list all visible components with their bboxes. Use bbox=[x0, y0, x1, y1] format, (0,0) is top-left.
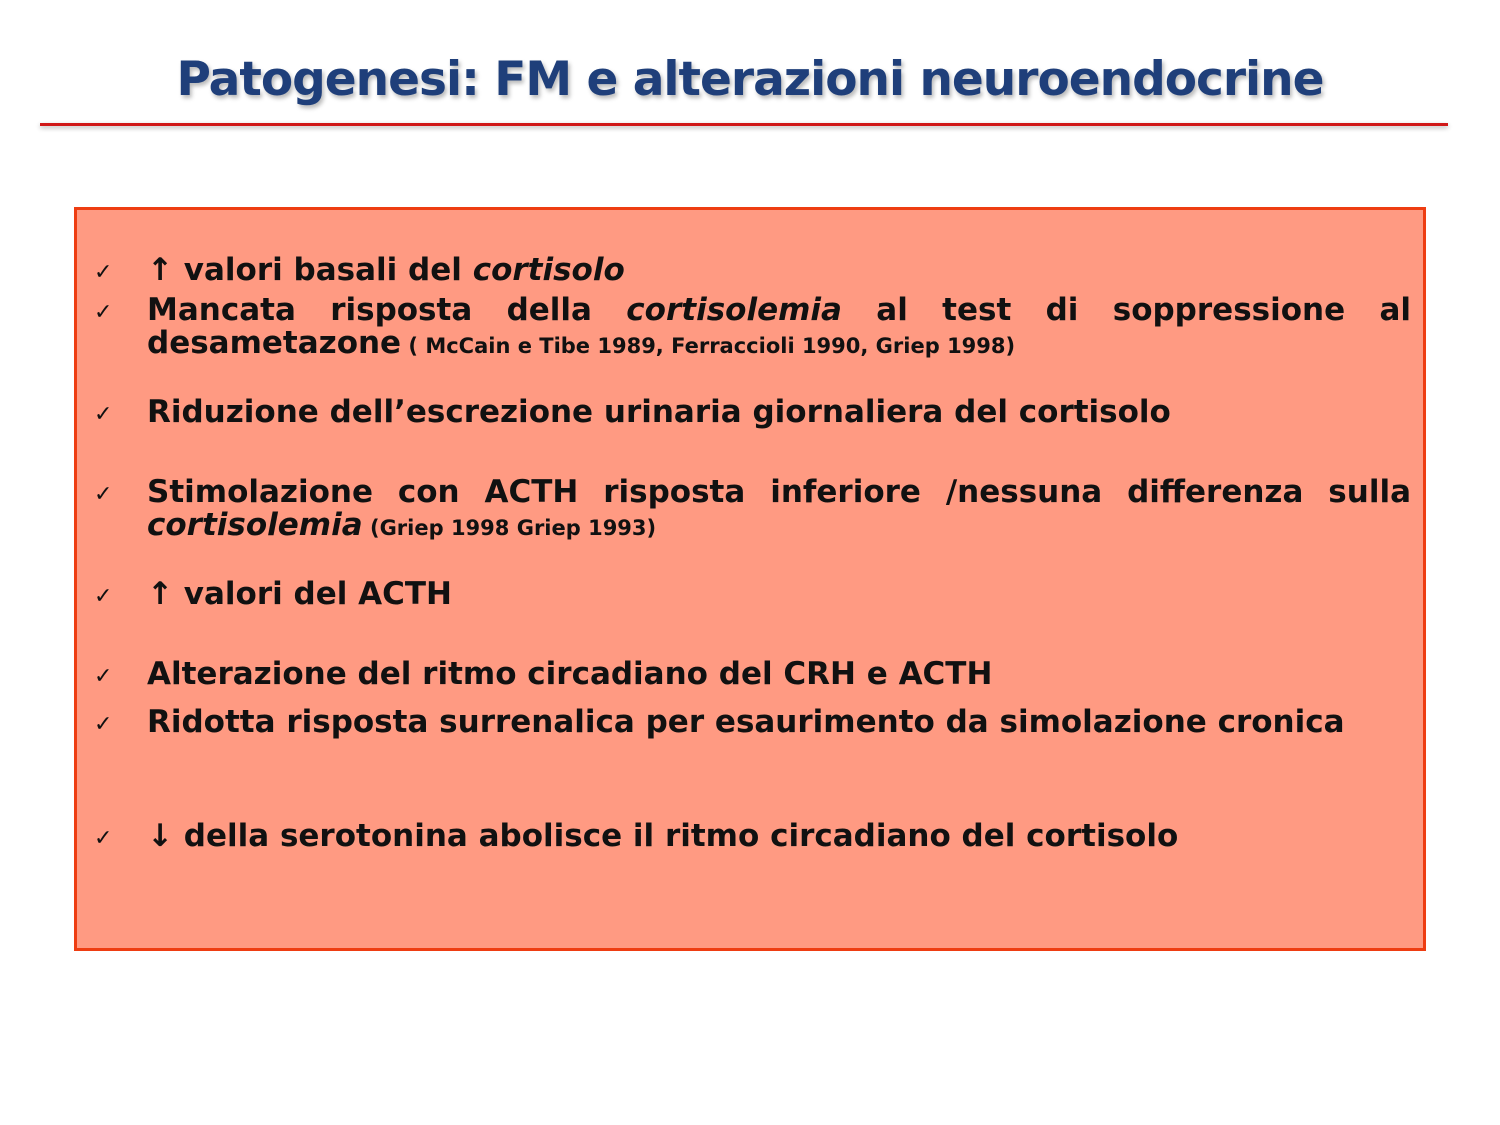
list-item: Alterazione del ritmo circadiano del CRH e ACTH bbox=[147, 656, 993, 692]
list-item: ↑ valori del ACTH bbox=[147, 576, 452, 612]
list-item: ↑ valori basali del cortisolo bbox=[147, 252, 625, 288]
check-icon: ✓ bbox=[94, 712, 113, 737]
list-item: Ridotta risposta surrenalica per esaurimento da simolazione cronica bbox=[147, 704, 1345, 740]
slide-title: Patogenesi: FM e alterazioni neuroendocrine bbox=[176, 52, 1324, 107]
title-underline bbox=[40, 123, 1448, 126]
content-box bbox=[74, 207, 1426, 951]
check-icon: ✓ bbox=[94, 402, 113, 427]
check-icon: ✓ bbox=[94, 826, 113, 851]
list-item: Stimolazione con ACTH risposta inferiore /nessuna differenza sulla cortisolemia (Griep 1998 Griep 1993) bbox=[147, 474, 1411, 543]
list-item: Mancata risposta della cortisolemia al test di soppressione al desametazone ( McCain e Tibe 1989, Ferraccioli 1990, Griep 1998) bbox=[147, 292, 1411, 361]
check-icon: ✓ bbox=[94, 300, 113, 325]
check-icon: ✓ bbox=[94, 664, 113, 689]
check-icon: ✓ bbox=[94, 584, 113, 609]
list-item: Riduzione dell’escrezione urinaria giornaliera del cortisolo bbox=[147, 394, 1171, 430]
list-item: ↓ della serotonina abolisce il ritmo circadiano del cortisolo bbox=[147, 818, 1179, 854]
check-icon: ✓ bbox=[94, 482, 113, 507]
check-icon: ✓ bbox=[94, 260, 113, 285]
